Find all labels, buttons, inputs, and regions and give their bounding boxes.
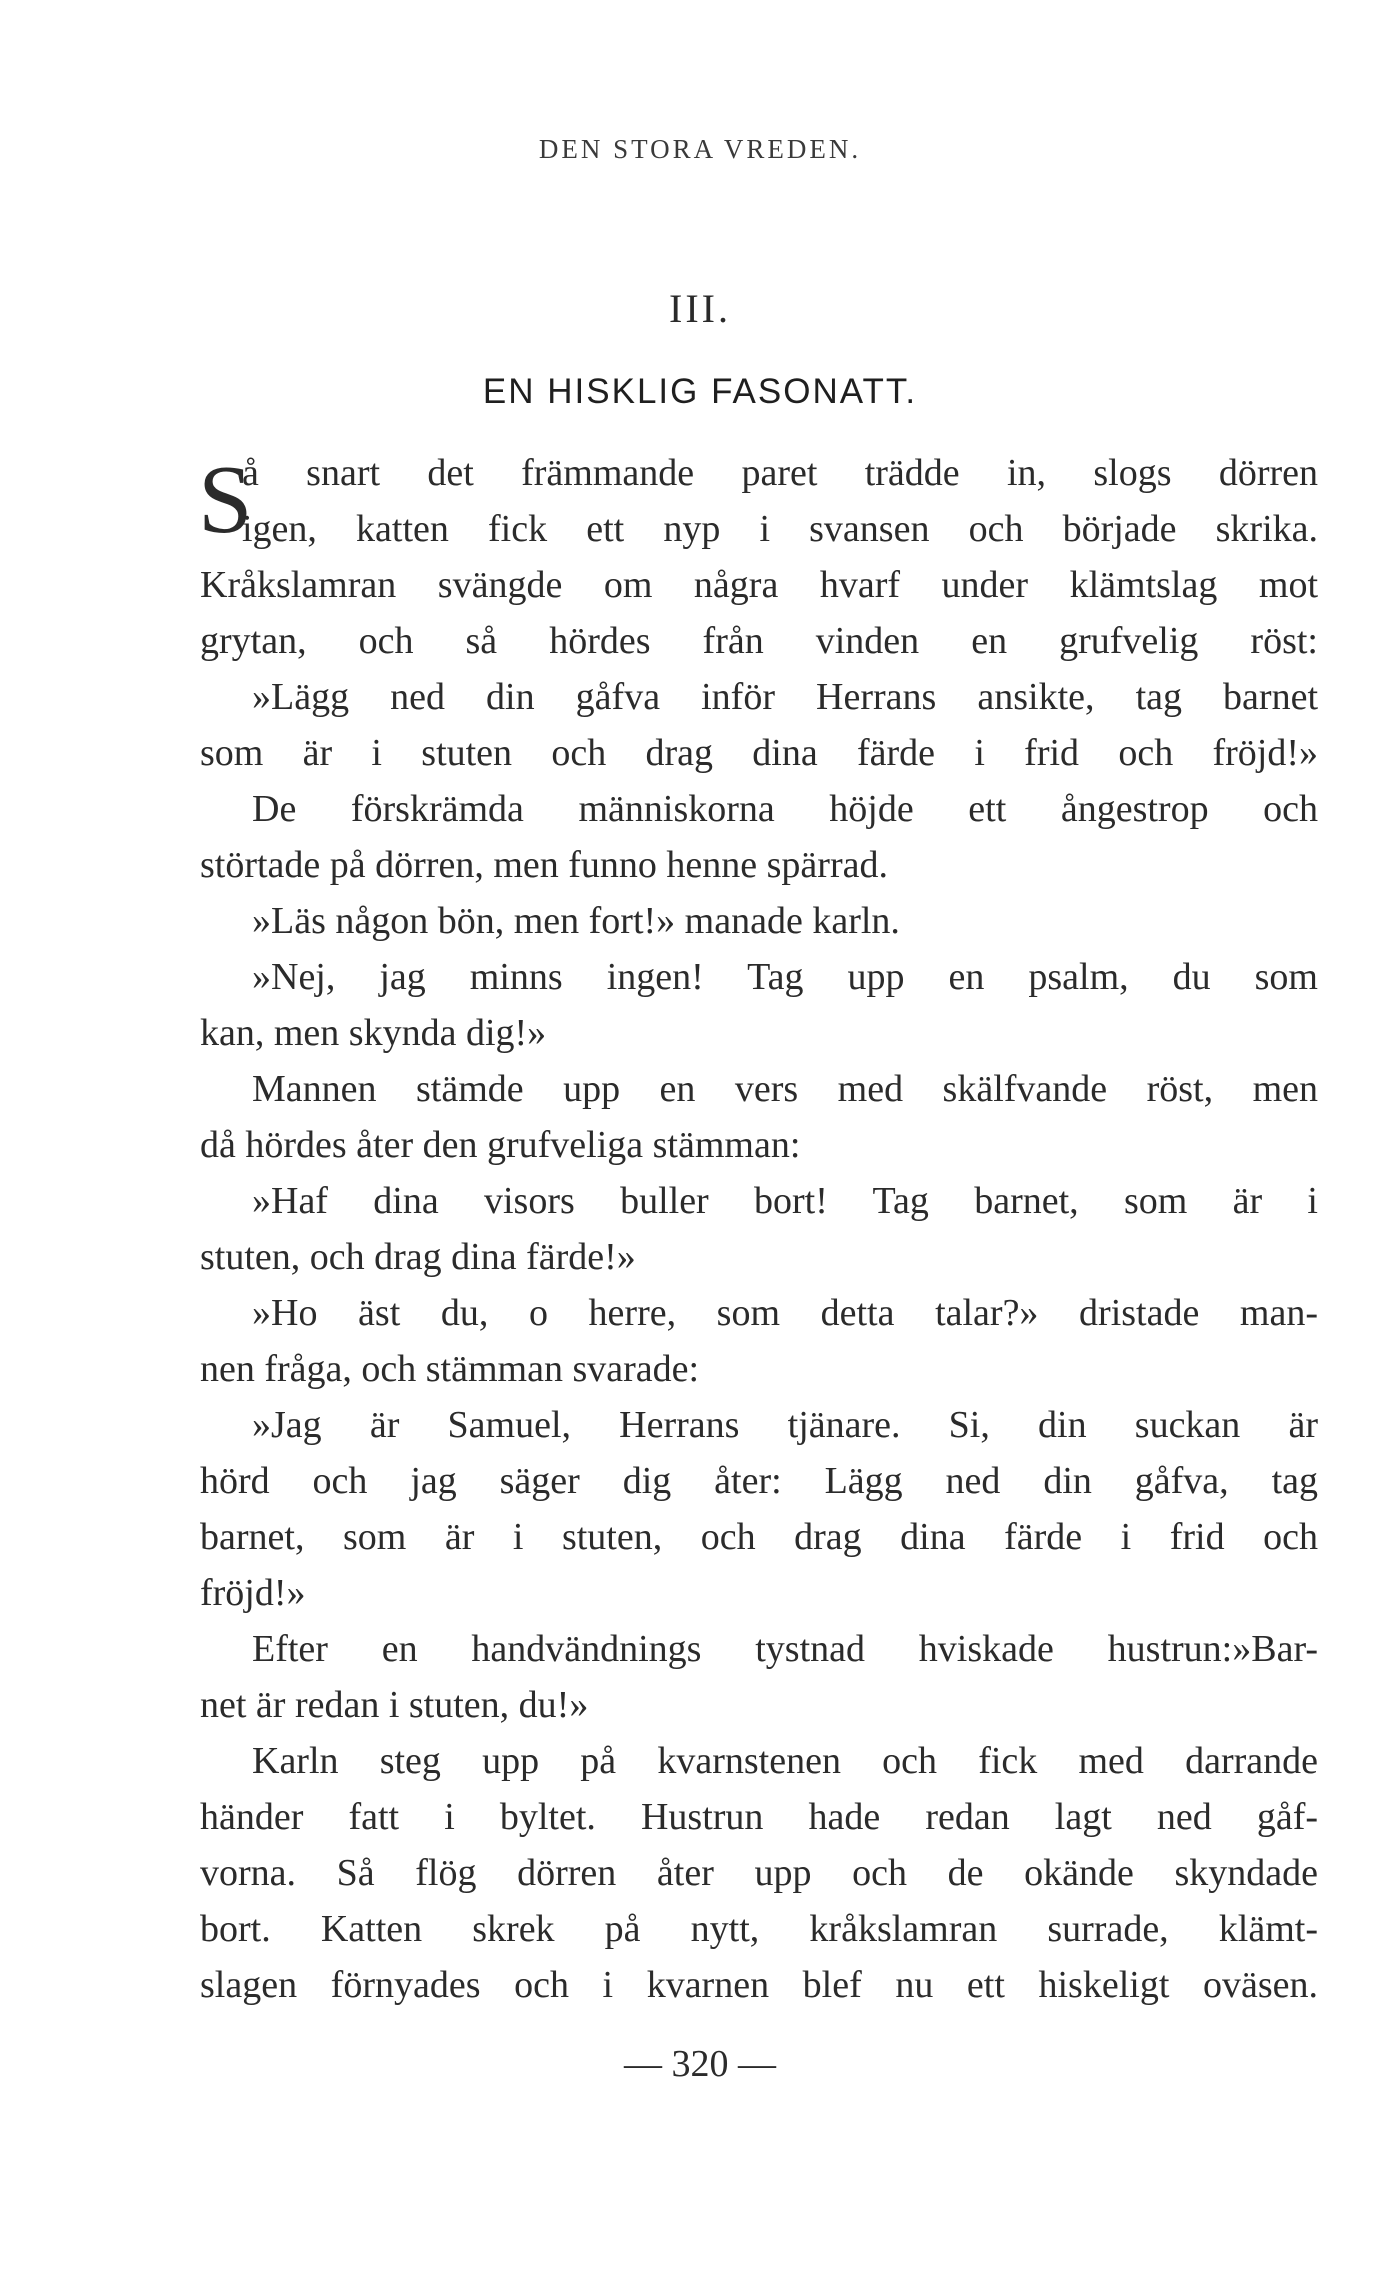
text-line: som är i stuten och drag dina färde i frid och fröjd!» (200, 732, 1318, 774)
text-line: å snart det främmande paret trädde in, slogs dörren (242, 452, 1318, 494)
text-line: Mannen stämde upp en vers med skälfvande röst, men (252, 1068, 1318, 1110)
text-line: händer fatt i byltet. Hustrun hade redan lagt ned gåf- (200, 1796, 1318, 1838)
text-line: De förskrämda människorna höjde ett ångestrop och (252, 788, 1318, 830)
chapter-title: EN HISKLIG FASONATT. (482, 372, 918, 411)
text-line: net är redan i stuten, du!» (200, 1684, 589, 1726)
text-line: störtade på dörren, men funno henne spärrad. (200, 844, 888, 886)
text-line: Kråkslamran svängde om några hvarf under klämtslag mot (200, 564, 1318, 606)
text-line: vorna. Så flög dörren åter upp och de okände skyndade (200, 1852, 1318, 1894)
text-line: fröjd!» (200, 1572, 306, 1614)
text-line: »Jag är Samuel, Herrans tjänare. Si, din suckan är (252, 1404, 1318, 1446)
text-line: »Haf dina visors buller bort! Tag barnet, som är i (252, 1180, 1318, 1222)
text-line: »Nej, jag minns ingen! Tag upp en psalm, du som (252, 956, 1318, 998)
text-line: Karln steg upp på kvarnstenen och fick med darrande (252, 1740, 1318, 1782)
page-number: — 320 — (624, 2043, 776, 2085)
body-text (200, 445, 1318, 2013)
text-line: slagen förnyades och i kvarnen blef nu ett hiskeligt oväsen. (200, 1964, 1318, 2006)
text-line: stuten, och drag dina färde!» (200, 1236, 636, 1278)
text-line: nen fråga, och stämman svarade: (200, 1348, 700, 1390)
text-line: grytan, och så hördes från vinden en grufvelig röst: (200, 620, 1318, 662)
text-line: bort. Katten skrek på nytt, kråkslamran surrade, klämt- (200, 1908, 1318, 1950)
running-head: DEN STORA VREDEN. (538, 134, 862, 164)
drop-cap: S (198, 446, 253, 554)
text-line: hörd och jag säger dig åter: Lägg ned din gåfva, tag (200, 1460, 1318, 1502)
text-line: »Ho äst du, o herre, som detta talar?» dristade man- (252, 1292, 1318, 1334)
text-line: då hördes åter den grufveliga stämman: (200, 1124, 801, 1166)
chapter-number: III. (669, 286, 731, 331)
text-line: »Lägg ned din gåfva inför Herrans ansikte, tag barnet (252, 676, 1318, 718)
text-line: igen, katten fick ett nyp i svansen och började skrika. (242, 508, 1318, 550)
text-line: »Läs någon bön, men fort!» manade karln. (252, 900, 900, 942)
text-line: kan, men skynda dig!» (200, 1012, 547, 1054)
text-line: barnet, som är i stuten, och drag dina färde i frid och (200, 1516, 1318, 1558)
text-line: Efter en handvändnings tystnad hviskade hustrun:»Bar- (252, 1628, 1318, 1670)
